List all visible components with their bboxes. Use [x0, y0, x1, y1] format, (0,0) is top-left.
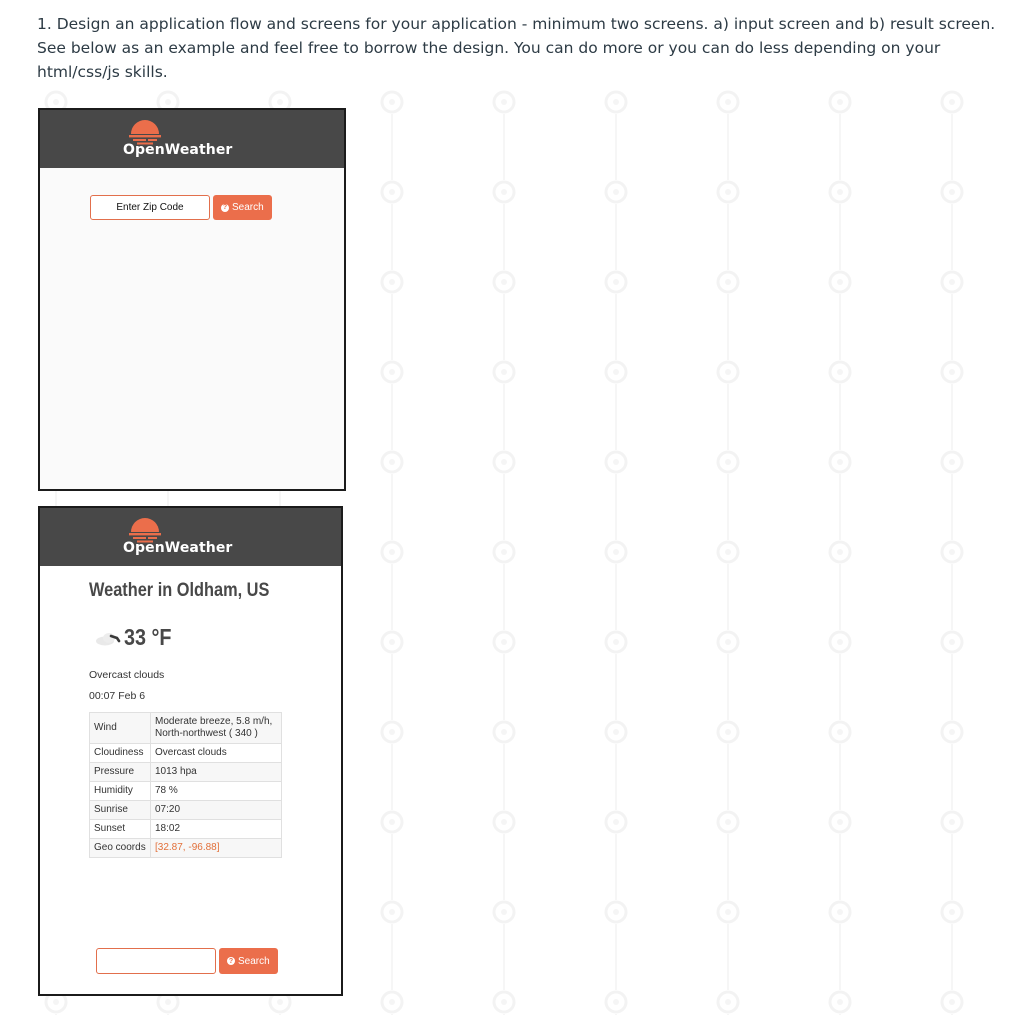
app-header — [40, 508, 341, 566]
detail-key: Geo coords — [90, 839, 151, 858]
detail-value: 07:20 — [151, 801, 282, 820]
app-header — [40, 110, 344, 168]
detail-key: Wind — [90, 713, 151, 744]
detail-value: Moderate breeze, 5.8 m/h, North-northwest ( 340 ) — [151, 713, 282, 744]
table-row — [90, 763, 282, 782]
observation-time: 00:07 Feb 6 — [89, 690, 146, 702]
question-circle-icon: ? — [222, 204, 228, 211]
geo-coords-link[interactable]: [32.87, -96.88] — [151, 839, 282, 858]
weather-description: Overcast clouds — [89, 669, 165, 681]
table-row — [90, 820, 282, 839]
input-screen-mockup — [38, 108, 346, 491]
table-row — [90, 713, 282, 744]
table-row — [90, 744, 282, 763]
result-screen-mockup — [38, 506, 343, 996]
detail-key: Sunset — [90, 820, 151, 839]
brand-name: OpenWeather — [123, 540, 233, 556]
detail-key: Pressure — [90, 763, 151, 782]
detail-key: Cloudiness — [90, 744, 151, 763]
temperature-value: 33 °F — [124, 624, 172, 650]
assignment-instructions: 1. Design an application flow and screens for your application - minimum two screens. a) input screen and b) result screen. See below as an example and feel free to borrow the design. You can do more or you can do less depending on your html/css/js skills. — [37, 15, 996, 81]
zip-code-input[interactable] — [96, 948, 216, 974]
detail-value: 18:02 — [151, 820, 282, 839]
detail-key: Sunrise — [90, 801, 151, 820]
detail-key: Humidity — [90, 782, 151, 801]
search-button[interactable] — [219, 948, 278, 974]
search-button[interactable] — [213, 195, 272, 220]
input-screen-body — [40, 168, 344, 489]
table-row — [90, 782, 282, 801]
zip-code-input[interactable] — [90, 195, 210, 220]
cloud-icon — [95, 630, 121, 646]
brand-name: OpenWeather — [123, 142, 233, 158]
detail-value: 78 % — [151, 782, 282, 801]
weather-details-table — [89, 712, 282, 858]
table-row — [90, 839, 282, 858]
detail-value: Overcast clouds — [151, 744, 282, 763]
zip-search-form — [90, 195, 272, 220]
search-button-label: Search — [238, 955, 270, 967]
temperature-row — [95, 624, 179, 651]
zip-search-form — [96, 948, 278, 974]
search-button-label: Search — [232, 202, 264, 213]
table-row — [90, 801, 282, 820]
result-screen-body — [40, 566, 341, 994]
weather-location-title: Weather in Oldham, US — [89, 580, 270, 601]
question-circle-icon: ? — [228, 957, 234, 965]
detail-value: 1013 hpa — [151, 763, 282, 782]
